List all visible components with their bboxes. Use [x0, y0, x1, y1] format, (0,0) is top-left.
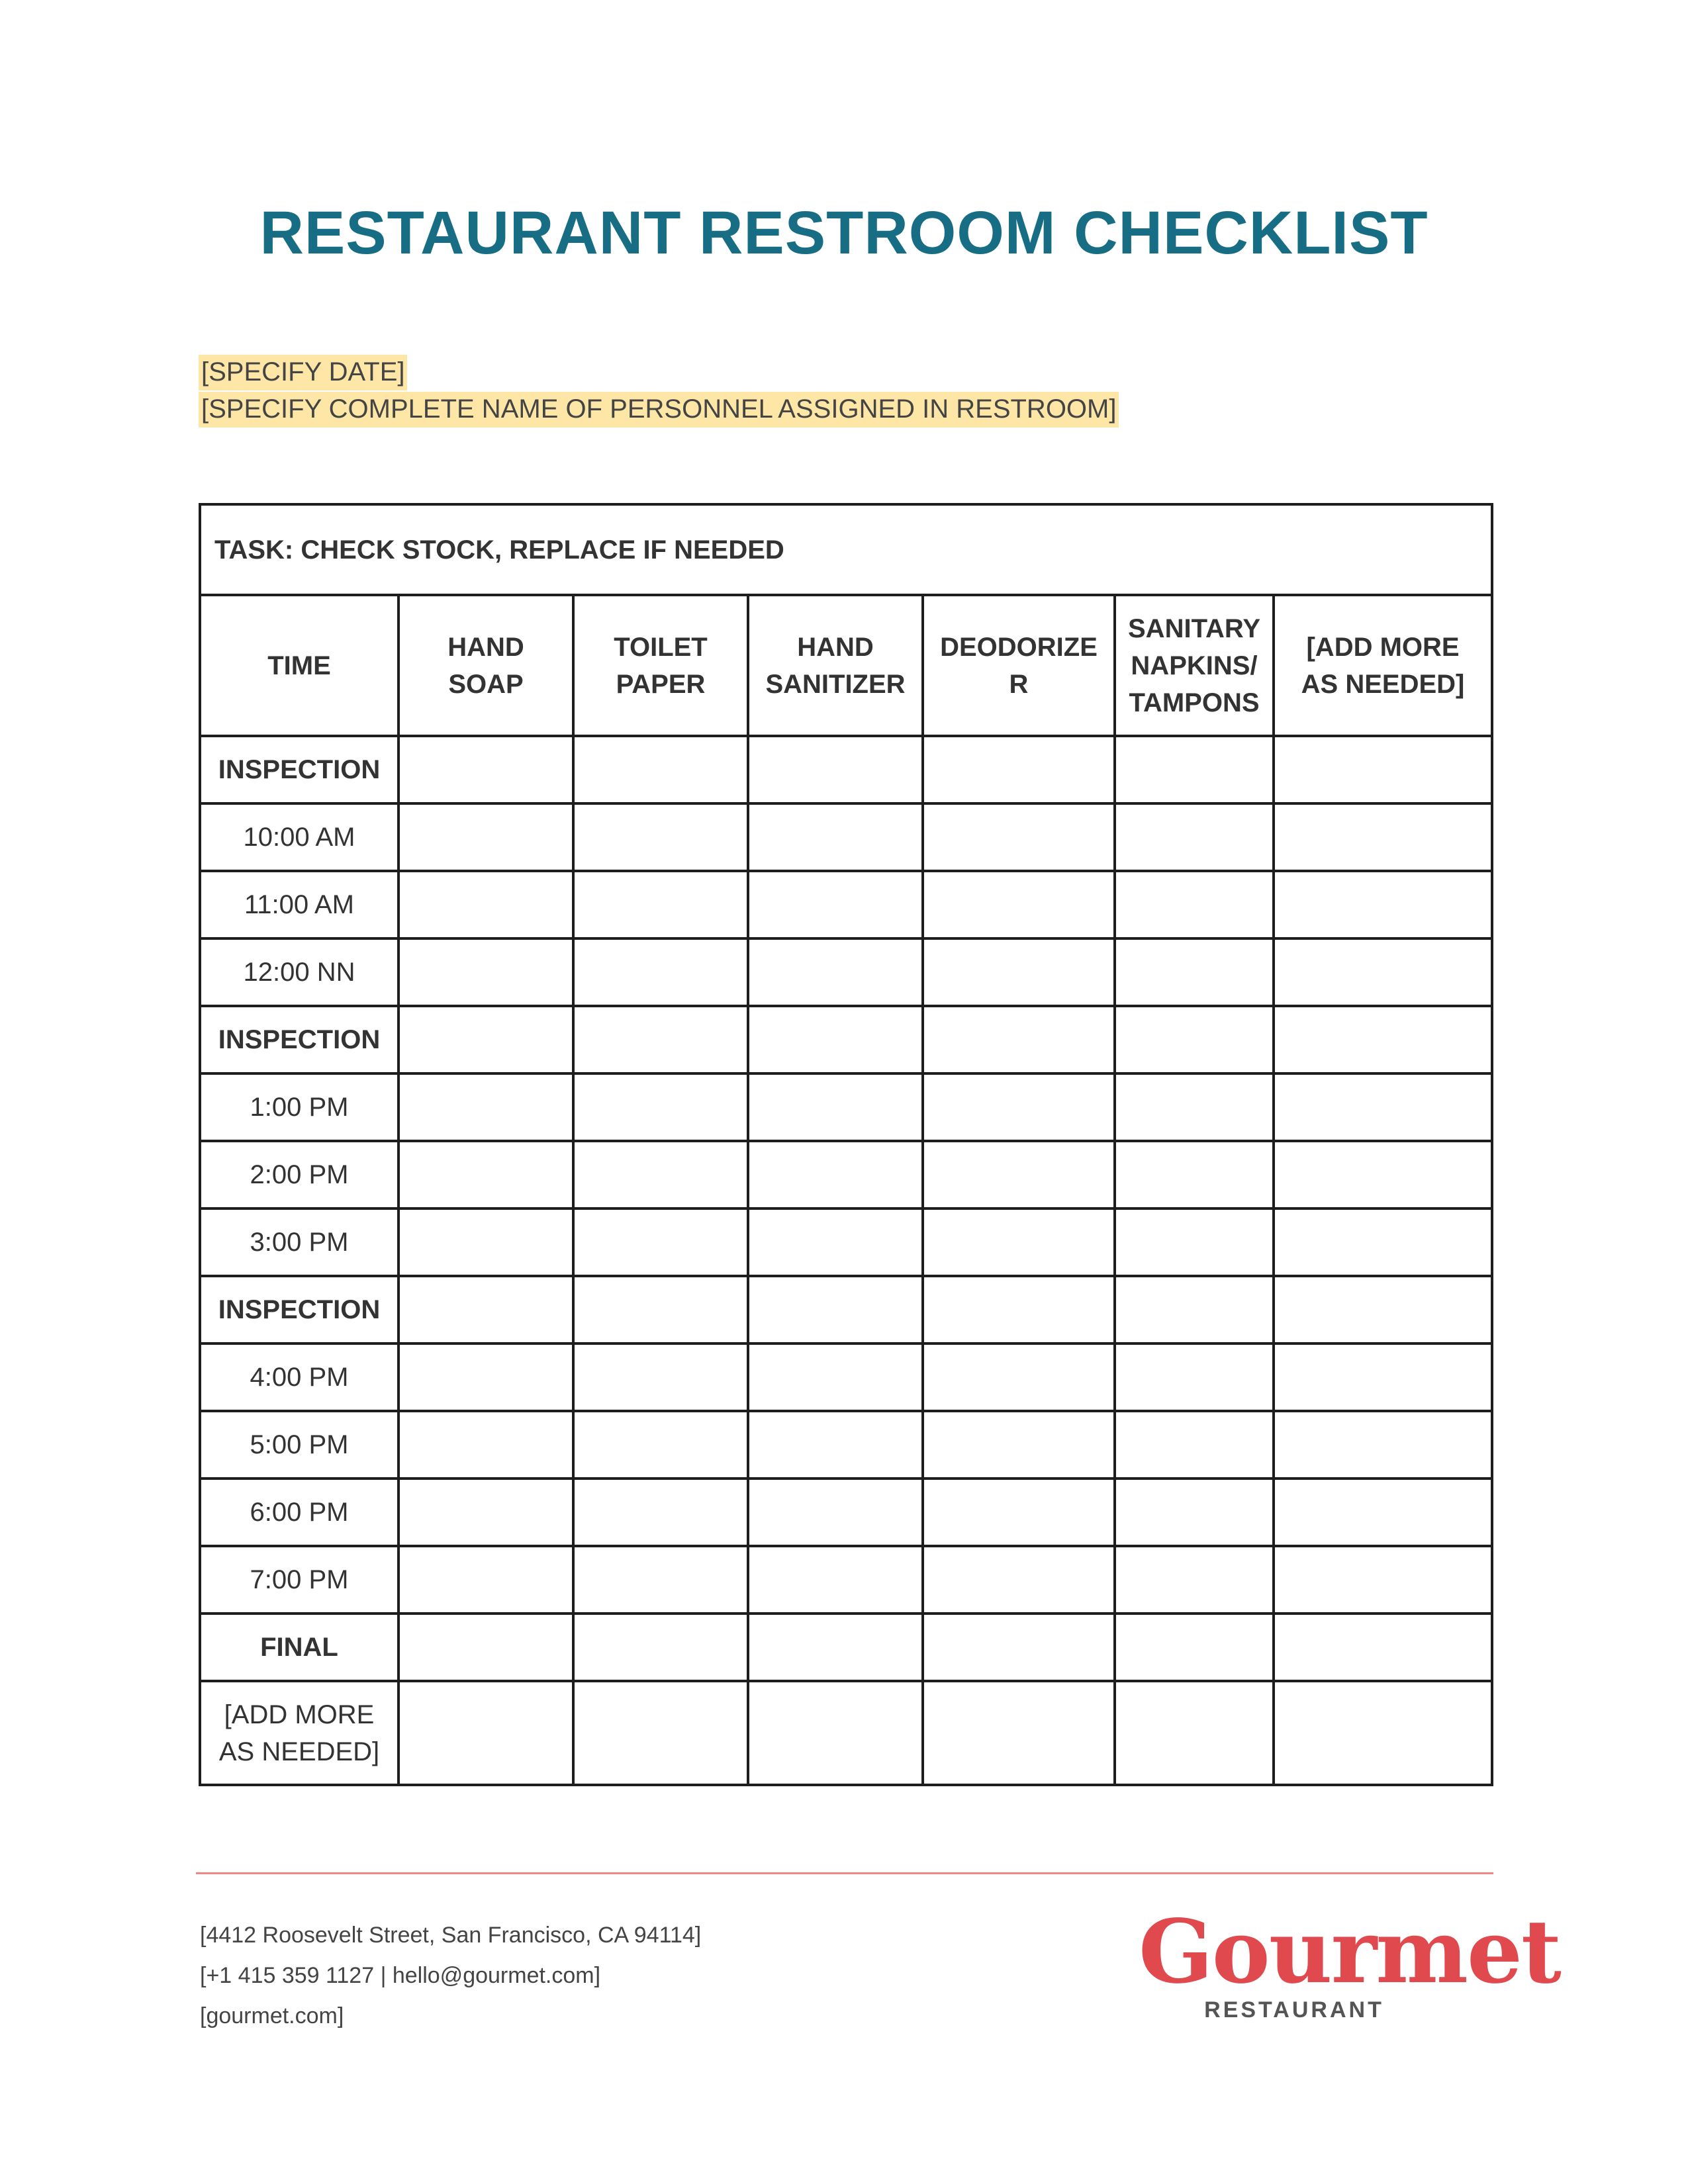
check-cell[interactable]: [923, 1546, 1115, 1614]
check-cell[interactable]: [1115, 1276, 1274, 1343]
check-cell[interactable]: [1274, 1343, 1492, 1411]
column-header-deodorizer: [923, 595, 1115, 736]
check-cell[interactable]: [748, 1681, 923, 1785]
check-cell[interactable]: [1115, 938, 1274, 1006]
check-cell[interactable]: [573, 1208, 748, 1276]
check-cell[interactable]: [748, 1411, 923, 1479]
check-cell[interactable]: [399, 938, 573, 1006]
check-cell[interactable]: [923, 803, 1115, 871]
check-cell[interactable]: [1274, 1681, 1492, 1785]
column-header-add-more: [1274, 595, 1492, 736]
row-time-label: 11:00 AM: [200, 871, 399, 938]
footer-contact: [200, 1915, 701, 2036]
check-cell[interactable]: [748, 871, 923, 938]
check-cell[interactable]: [748, 1006, 923, 1073]
column-header-text: TOILET: [614, 632, 708, 662]
check-cell[interactable]: [1115, 1546, 1274, 1614]
check-cell[interactable]: [399, 1546, 573, 1614]
check-cell[interactable]: [573, 803, 748, 871]
check-cell[interactable]: [573, 1681, 748, 1785]
table-row: [200, 871, 1492, 938]
check-cell[interactable]: [399, 1681, 573, 1785]
check-cell[interactable]: [748, 736, 923, 803]
row-time-label: FINAL: [200, 1614, 399, 1681]
check-cell[interactable]: [1274, 803, 1492, 871]
check-cell[interactable]: [1274, 1141, 1492, 1208]
footer-phone-email: [+1 415 359 1127 | hello@gourmet.com]: [200, 1963, 601, 1988]
column-header-text: NAPKINS/: [1131, 651, 1258, 680]
check-cell[interactable]: [1115, 1343, 1274, 1411]
column-header-row: [200, 595, 1492, 736]
check-cell[interactable]: [748, 1614, 923, 1681]
logo-subtitle: RESTAURANT: [1204, 1997, 1384, 2023]
check-cell[interactable]: [923, 1343, 1115, 1411]
column-header-text: SANITARY: [1128, 614, 1260, 643]
row-time-label: INSPECTION: [200, 1276, 399, 1343]
check-cell[interactable]: [748, 1343, 923, 1411]
check-cell[interactable]: [923, 871, 1115, 938]
column-header-text: R: [1009, 669, 1029, 699]
check-cell[interactable]: [1274, 736, 1492, 803]
check-cell[interactable]: [923, 1073, 1115, 1141]
check-cell[interactable]: [1115, 1006, 1274, 1073]
check-cell[interactable]: [1274, 938, 1492, 1006]
table-row: [200, 1546, 1492, 1614]
check-cell[interactable]: [1274, 1546, 1492, 1614]
column-header-sanitary-napkins-tampons: [1115, 595, 1274, 736]
table-row: [200, 1208, 1492, 1276]
row-time-label: 12:00 NN: [200, 938, 399, 1006]
check-cell[interactable]: [748, 1141, 923, 1208]
date-placeholder[interactable]: [SPECIFY DATE]: [199, 355, 407, 390]
check-cell[interactable]: [573, 938, 748, 1006]
task-label: TASK: CHECK STOCK, REPLACE IF NEEDED: [200, 504, 1492, 595]
check-cell[interactable]: [923, 938, 1115, 1006]
check-cell[interactable]: [748, 938, 923, 1006]
check-cell[interactable]: [399, 736, 573, 803]
check-cell[interactable]: [1115, 871, 1274, 938]
column-header-hand-soap: [399, 595, 573, 736]
table-row: [200, 803, 1492, 871]
table-row: [200, 1141, 1492, 1208]
table-row: [200, 1343, 1492, 1411]
check-cell[interactable]: [1274, 1411, 1492, 1479]
check-cell[interactable]: [1115, 1681, 1274, 1785]
check-cell[interactable]: [573, 1411, 748, 1479]
check-cell[interactable]: [1274, 1614, 1492, 1681]
footer-address: [4412 Roosevelt Street, San Francisco, CA 94114]: [200, 1923, 702, 1948]
column-header-text: SANITIZER: [765, 669, 906, 699]
check-cell[interactable]: [1115, 1411, 1274, 1479]
row-time-label: 10:00 AM: [200, 803, 399, 871]
column-header-toilet-paper: [573, 595, 748, 736]
table-row: [200, 938, 1492, 1006]
column-header-text: [ADD MORE: [1306, 632, 1460, 662]
check-cell[interactable]: [923, 736, 1115, 803]
column-header-text: PAPER: [616, 669, 706, 699]
row-time-label: [200, 1681, 399, 1785]
column-header-hand-sanitizer: [748, 595, 923, 736]
check-cell[interactable]: [1274, 1073, 1492, 1141]
check-cell[interactable]: [399, 871, 573, 938]
check-cell[interactable]: [399, 1073, 573, 1141]
check-cell[interactable]: [399, 803, 573, 871]
check-cell[interactable]: [1115, 1208, 1274, 1276]
row-time-label: INSPECTION: [200, 736, 399, 803]
column-header-text: DEODORIZE: [940, 632, 1098, 662]
check-cell[interactable]: [748, 1073, 923, 1141]
check-cell[interactable]: [1115, 1141, 1274, 1208]
table-row: [200, 736, 1492, 803]
check-cell[interactable]: [399, 1208, 573, 1276]
checklist-body: [200, 736, 1492, 1785]
gourmet-logo: [1139, 1901, 1560, 2025]
check-cell[interactable]: [573, 736, 748, 803]
check-cell[interactable]: [748, 1546, 923, 1614]
check-cell[interactable]: [399, 1614, 573, 1681]
row-time-label: INSPECTION: [200, 1006, 399, 1073]
check-cell[interactable]: [923, 1006, 1115, 1073]
check-cell[interactable]: [1115, 736, 1274, 803]
check-cell[interactable]: [573, 1546, 748, 1614]
check-cell[interactable]: [1115, 803, 1274, 871]
row-time-label: 6:00 PM: [200, 1479, 399, 1546]
personnel-placeholder[interactable]: [SPECIFY COMPLETE NAME OF PERSONNEL ASSIGNED IN RESTROOM]: [199, 392, 1119, 428]
check-cell[interactable]: [573, 1276, 748, 1343]
column-header-text: TIME: [267, 651, 331, 680]
check-cell[interactable]: [1274, 871, 1492, 938]
check-cell[interactable]: [573, 1614, 748, 1681]
check-cell[interactable]: [573, 1479, 748, 1546]
check-cell[interactable]: [573, 1073, 748, 1141]
check-cell[interactable]: [399, 1141, 573, 1208]
table-row: [200, 1614, 1492, 1681]
checklist-table: [199, 503, 1493, 1786]
check-cell[interactable]: [399, 1343, 573, 1411]
check-cell[interactable]: [748, 1208, 923, 1276]
check-cell[interactable]: [923, 1276, 1115, 1343]
check-cell[interactable]: [399, 1276, 573, 1343]
row-time-label: 3:00 PM: [200, 1208, 399, 1276]
check-cell[interactable]: [573, 1141, 748, 1208]
column-header-text: AS NEEDED]: [1301, 669, 1465, 699]
check-cell[interactable]: [573, 1343, 748, 1411]
table-row: [200, 1681, 1492, 1785]
check-cell[interactable]: [1274, 1208, 1492, 1276]
row-time-label-line: [ADD MORE: [224, 1700, 375, 1729]
check-cell[interactable]: [1274, 1276, 1492, 1343]
check-cell[interactable]: [748, 1276, 923, 1343]
check-cell[interactable]: [1274, 1479, 1492, 1546]
table-row: [200, 1073, 1492, 1141]
check-cell[interactable]: [1115, 1073, 1274, 1141]
check-cell[interactable]: [923, 1411, 1115, 1479]
row-time-label-line: AS NEEDED]: [218, 1737, 380, 1766]
document-title: RESTAURANT RESTROOM CHECKLIST: [259, 199, 1429, 267]
row-time-label: 2:00 PM: [200, 1141, 399, 1208]
footer-divider: [196, 1872, 1493, 1874]
check-cell[interactable]: [399, 1411, 573, 1479]
column-header-text: SOAP: [448, 669, 524, 699]
check-cell[interactable]: [573, 871, 748, 938]
check-cell[interactable]: [748, 803, 923, 871]
check-cell[interactable]: [1274, 1006, 1492, 1073]
row-time-label: 7:00 PM: [200, 1546, 399, 1614]
check-cell[interactable]: [923, 1208, 1115, 1276]
column-header-text: TAMPONS: [1129, 688, 1260, 717]
check-cell[interactable]: [399, 1479, 573, 1546]
row-time-label: 1:00 PM: [200, 1073, 399, 1141]
row-time-label: 4:00 PM: [200, 1343, 399, 1411]
check-cell[interactable]: [923, 1614, 1115, 1681]
check-cell[interactable]: [923, 1479, 1115, 1546]
table-row: [200, 1411, 1492, 1479]
logo-wordmark: Gourmet: [1139, 1901, 1560, 2003]
check-cell[interactable]: [1115, 1614, 1274, 1681]
column-header-time: [200, 595, 399, 736]
row-time-label: 5:00 PM: [200, 1411, 399, 1479]
column-header-text: HAND: [797, 632, 874, 662]
table-row: [200, 1006, 1492, 1073]
table-row: [200, 1479, 1492, 1546]
check-cell[interactable]: [1115, 1479, 1274, 1546]
check-cell[interactable]: [923, 1141, 1115, 1208]
table-row: [200, 1276, 1492, 1343]
check-cell[interactable]: [923, 1681, 1115, 1785]
column-header-text: HAND: [447, 632, 524, 662]
check-cell[interactable]: [573, 1006, 748, 1073]
check-cell[interactable]: [748, 1479, 923, 1546]
footer-website: [gourmet.com]: [200, 2003, 344, 2028]
check-cell[interactable]: [399, 1006, 573, 1073]
